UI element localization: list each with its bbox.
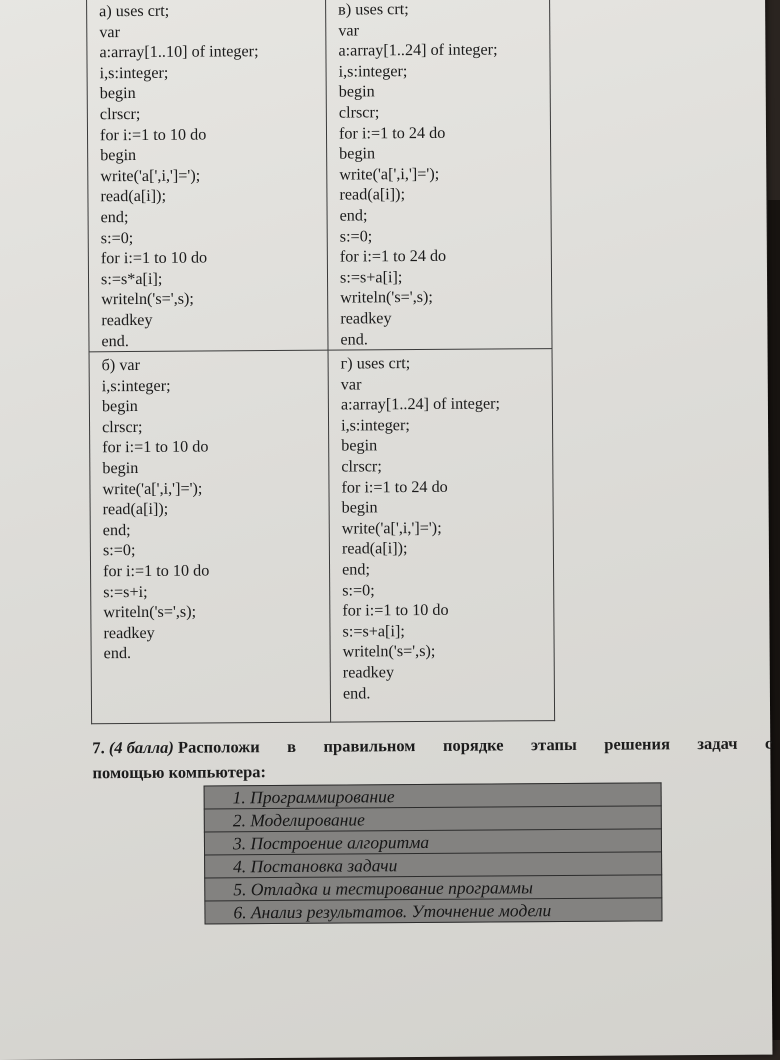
code-line: i,s:integer;: [338, 61, 408, 81]
code-line: for i:=1 to 24 do: [341, 477, 448, 497]
code-line: end;: [102, 520, 131, 540]
question-word: решения: [604, 734, 671, 754]
code-line: end;: [100, 207, 129, 227]
step-row: [205, 898, 662, 924]
code-line: readkey: [103, 623, 155, 643]
code-line: end;: [341, 560, 370, 579]
code-line: s:=s+a[i];: [342, 621, 405, 641]
code-cell-a: [87, 0, 328, 352]
code-line: writeln('s=',s);: [103, 602, 197, 622]
code-line: var: [340, 375, 362, 394]
code-line: for i:=1 to 24 do: [339, 246, 447, 266]
code-line: end.: [101, 331, 129, 350]
question-line-2: помощью компьютера:: [92, 762, 267, 783]
code-line: begin: [101, 397, 138, 416]
code-line: for i:=1 to 10 do: [102, 437, 209, 457]
code-line: s:=s*a[i];: [100, 269, 163, 288]
code-line: read(a[i]);: [339, 185, 406, 204]
code-line: end.: [342, 683, 371, 703]
code-line: end.: [340, 329, 368, 349]
code-line: read(a[i]);: [102, 500, 169, 519]
code-line: clrscr;: [101, 417, 143, 437]
code-line: var: [338, 21, 360, 40]
code-line: i,s:integer;: [340, 415, 410, 435]
code-line: begin: [341, 436, 378, 456]
table-row: [89, 349, 555, 724]
code-line: в) uses crt;: [338, 0, 409, 19]
code-line: write('a[',i,']=');: [102, 479, 203, 498]
question-word: этапы: [530, 734, 577, 755]
step-item: 4. Постановка задачи: [205, 852, 662, 878]
question-word: правильном: [323, 736, 416, 756]
step-row: [205, 875, 662, 901]
question-number: 7.: [92, 738, 105, 758]
step-item: 1. Программирование: [204, 783, 661, 809]
step-item: 5. Отладка и тестирование программы: [205, 875, 662, 901]
code-line: clrscr;: [99, 104, 141, 124]
code-line: writeln('s=',s);: [342, 642, 436, 661]
step-item: 3. Построение алгоритма: [204, 829, 661, 855]
code-line: begin: [102, 459, 139, 478]
question-word: задач: [697, 733, 738, 754]
code-line: б) var: [101, 356, 141, 375]
code-line: end.: [103, 644, 132, 663]
question-7: [92, 730, 780, 785]
code-line: end;: [339, 206, 368, 225]
code-line: i,s:integer;: [99, 63, 169, 83]
question-number-and-points: [92, 734, 260, 760]
steps-table: [204, 782, 663, 924]
step-row: [204, 806, 661, 832]
code-line: writeln('s=',s);: [101, 289, 194, 309]
code-line: for i:=1 to 10 do: [102, 561, 210, 581]
code-line: for i:=1 to 24 do: [338, 123, 446, 143]
code-line: begin: [339, 144, 376, 163]
code-line: readkey: [340, 309, 392, 328]
code-line: write('a[',i,']=');: [341, 518, 442, 538]
code-line: writeln('s=',s);: [340, 288, 433, 307]
code-line: г) uses crt;: [340, 354, 411, 373]
code-line: a) uses crt;: [99, 1, 170, 21]
code-line: s:=0;: [342, 580, 375, 600]
question-word: Расположи: [177, 737, 260, 757]
question-points: (4 балла): [108, 737, 174, 758]
step-row: [205, 852, 662, 878]
code-line: for i:=1 to 10 do: [99, 125, 207, 144]
code-line: a:array[1..24] of integer;: [338, 40, 498, 60]
code-variants-table: [86, 0, 555, 724]
code-line: write('a[',i,']=');: [100, 166, 201, 185]
question-word: в: [287, 736, 297, 756]
step-item: 6. Анализ результатов. Уточнение модели: [205, 898, 662, 924]
question-word: с: [764, 733, 773, 753]
code-line: begin: [341, 498, 378, 517]
question-word: порядке: [442, 735, 504, 755]
code-line: a:array[1..10] of integer;: [99, 42, 259, 62]
code-line: begin: [338, 82, 375, 101]
step-row: [204, 783, 661, 809]
code-line: for i:=1 to 10 do: [100, 248, 208, 268]
code-line: for i:=1 to 10 do: [342, 601, 449, 620]
code-line: s:=0;: [339, 226, 373, 246]
code-line: i,s:integer;: [101, 376, 171, 395]
code-line: s:=s+a[i];: [339, 267, 403, 287]
code-line: a:array[1..24] of integer;: [340, 394, 501, 414]
table-row: [87, 0, 552, 352]
code-line: begin: [99, 84, 136, 103]
code-line: s:=0;: [100, 228, 134, 247]
code-line: s:=s+i;: [103, 582, 148, 601]
step-row: [204, 829, 661, 855]
step-item: 2. Моделирование: [204, 806, 661, 832]
code-line: s:=0;: [102, 541, 136, 560]
code-line: read(a[i]);: [100, 187, 167, 206]
code-cell-v: [326, 0, 552, 350]
code-line: clrscr;: [341, 457, 382, 476]
code-line: clrscr;: [338, 103, 380, 122]
code-line: write('a[',i,']=');: [339, 164, 440, 184]
code-line: var: [99, 22, 121, 41]
code-line: read(a[i]);: [341, 539, 408, 558]
code-line: begin: [100, 146, 137, 165]
code-cell-b: [89, 350, 331, 724]
code-cell-g: [328, 349, 555, 722]
code-line: readkey: [101, 310, 153, 330]
code-line: readkey: [342, 663, 395, 682]
